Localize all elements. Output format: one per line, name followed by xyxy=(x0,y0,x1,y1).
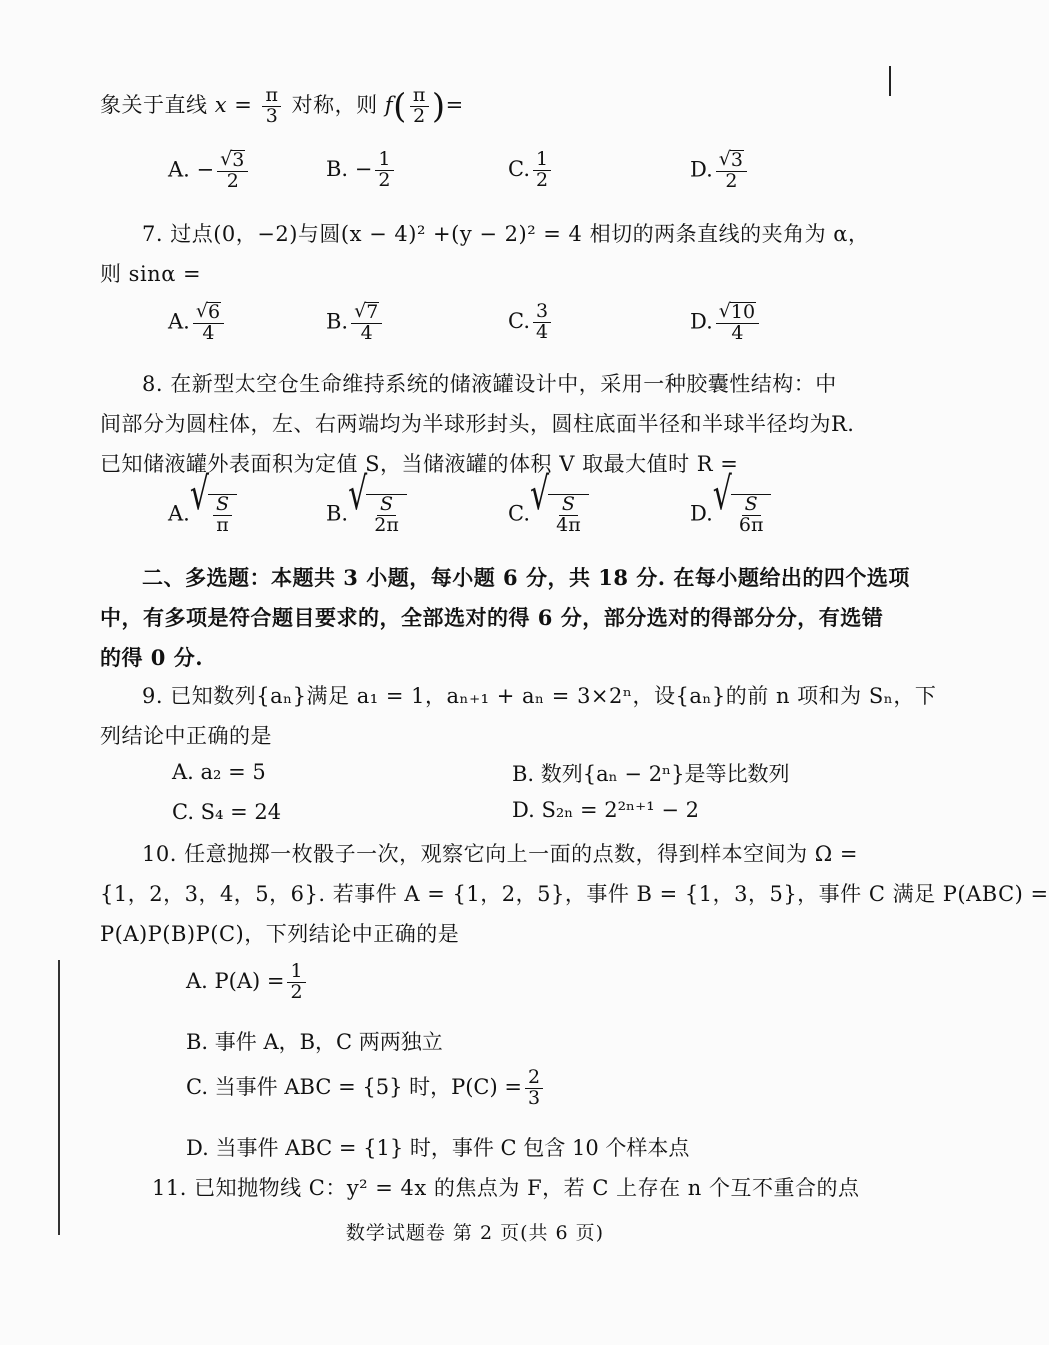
q9-option-a: A. a₂ = 5 xyxy=(172,760,266,784)
q8-option-b: B. √ $\frac{S}{2\pi}$ xyxy=(326,494,407,536)
q6-stem-tail: 象关于直线 x = $\frac{\pi}{3}$ 对称，则 f( $\frac{\pi}{2}$ )= xyxy=(100,84,464,127)
q8-stem-line1: 8. 在新型太空仓生命维持系统的储液罐设计中，采用一种胶囊性结构：中 xyxy=(142,372,837,396)
q7-option-c: C. $\frac{3}{4}$ xyxy=(508,302,554,343)
q10-stem-line2: {1，2，3，4，5，6}. 若事件 A = {1，2，5}，事件 B = {1，3，5}，事件 C 满足 P(ABC) = xyxy=(100,882,1049,906)
q6-option-b: B. − $\frac{1}{2}$ xyxy=(326,150,397,191)
q7-stem-line1: 7. 过点(0，−2)与圆(x − 4)² +(y − 2)² = 4 相切的两条直线的夹角为 α， xyxy=(142,222,870,246)
q8-option-a: A. √ $\frac{S}{\pi}$ xyxy=(168,494,237,536)
q7-option-b: B. √ 7 4 xyxy=(326,302,385,344)
q9-stem-line2: 列结论中正确的是 xyxy=(100,724,272,748)
q10-option-c: C. 当事件 ABC = {5} 时，P(C) = $\frac{2}{3}$ xyxy=(186,1068,546,1109)
page-footer: 数学试题卷 第 2 页(共 6 页) xyxy=(345,1222,605,1244)
q7-stem-line2: 则 sinα = xyxy=(100,262,202,286)
section2-heading-line1: 二、多选题：本题共 3 小题，每小题 6 分，共 18 分. 在每小题给出的四个选项 xyxy=(142,565,910,590)
q9-option-d: D. S₂ₙ = 2²ⁿ⁺¹ − 2 xyxy=(512,798,699,822)
q11-stem-line1: 11. 已知抛物线 C：y² = 4x 的焦点为 F，若 C 上存在 n 个互不重合的点 xyxy=(152,1176,860,1200)
q10-option-b: B. 事件 A，B，C 两两独立 xyxy=(186,1030,443,1054)
q10-option-d: D. 当事件 ABC = {1} 时，事件 C 包含 10 个样本点 xyxy=(186,1136,690,1160)
section2-heading-line3: 的得 0 分. xyxy=(100,645,204,670)
q10-option-a: A. P(A) = $\frac{1}{2}$ xyxy=(186,962,309,1003)
q6-option-d: D. √ 3 2 xyxy=(690,150,750,192)
scan-edge-line xyxy=(889,66,891,96)
q10-stem-line1: 10. 任意抛掷一枚骰子一次，观察它向上一面的点数，得到样本空间为 Ω = xyxy=(142,842,858,866)
q9-option-b: B. 数列{aₙ − 2ⁿ}是等比数列 xyxy=(512,762,790,786)
scan-margin-line xyxy=(58,960,60,1235)
q7-option-d: D. √ 10 4 xyxy=(690,302,762,344)
q6-option-c: C. $\frac{1}{2}$ xyxy=(508,150,554,191)
q6-option-a: A. − √ 3 2 xyxy=(168,150,251,192)
q8-option-d: D. √ $\frac{S}{6\pi}$ xyxy=(690,494,771,536)
q8-option-c: C. √ $\frac{S}{4\pi}$ xyxy=(508,494,589,536)
q8-stem-line2: 间部分为圆柱体，左、右两端均为半球形封头，圆柱底面半径和半球半径均为R. xyxy=(100,412,855,436)
section2-heading-line2: 中，有多项是符合题目要求的，全部选对的得 6 分，部分选对的得部分分，有选错 xyxy=(100,605,884,630)
q8-stem-line3: 已知储液罐外表面积为定值 S，当储液罐的体积 V 取最大值时 R = xyxy=(100,452,739,476)
q9-stem-line1: 9. 已知数列{aₙ}满足 a₁ = 1，aₙ₊₁ + aₙ = 3×2ⁿ，设{aₙ}的前 n 项和为 Sₙ，下 xyxy=(142,684,937,708)
q10-stem-line3: P(A)P(B)P(C)，下列结论中正确的是 xyxy=(100,922,460,946)
q7-option-a: A. √ 6 4 xyxy=(168,302,227,344)
q9-option-c: C. S₄ = 24 xyxy=(172,800,282,824)
